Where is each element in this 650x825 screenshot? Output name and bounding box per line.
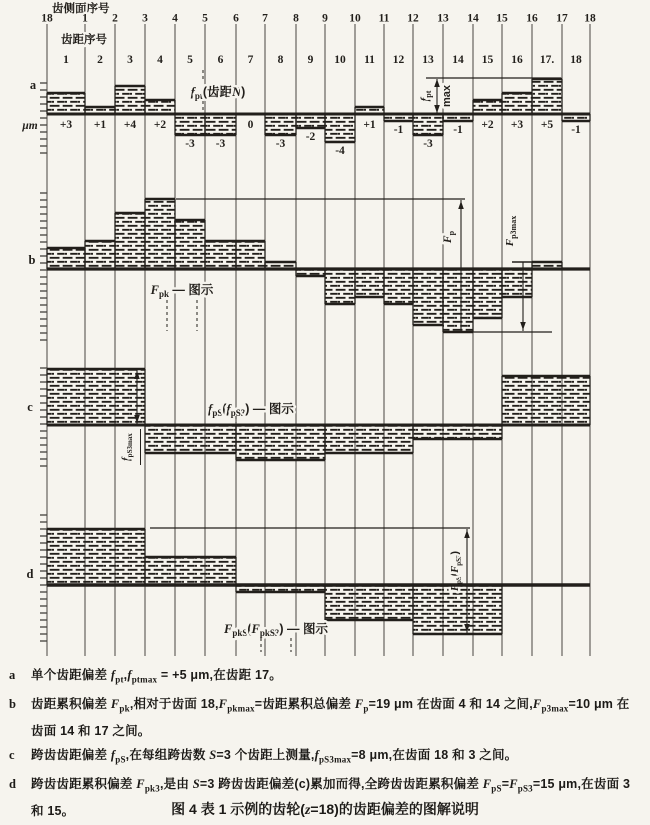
value-label: -2 [305, 131, 316, 143]
text-segment: 跨齿齿距偏差 [31, 748, 111, 762]
math-segment: f [314, 748, 319, 762]
note-tag: a [9, 668, 16, 682]
label-segment: ) [449, 550, 461, 555]
flank-number: 3 [142, 12, 148, 25]
label-segment: ( [247, 622, 252, 636]
value-label: -3 [275, 138, 286, 150]
label-segment: ) [241, 85, 246, 99]
text-segment: ,在每组跨齿数 [125, 748, 210, 762]
pitch-number: 2 [97, 54, 103, 66]
math-segment: F [110, 696, 120, 711]
text-segment: =18)的齿距偏差的图解说明 [310, 801, 479, 817]
math-segment: pk [119, 703, 130, 713]
text-segment: =8 μm,在齿面 18 和 3 之间。 [351, 748, 518, 762]
deviation-bar [355, 269, 384, 297]
fpt-label [419, 90, 433, 101]
pitch-number: 11 [364, 54, 375, 66]
math-segment: F [218, 696, 228, 711]
deviation-bar [145, 199, 175, 269]
label-segment: ( [222, 402, 227, 416]
math-segment: p [363, 703, 369, 713]
pitch-number: 12 [392, 54, 405, 66]
deviation-bar [175, 114, 205, 135]
rotated-label [442, 230, 456, 244]
label-segment: — 图示 [168, 283, 214, 297]
rotated-label [441, 84, 453, 107]
label-segment: F [442, 235, 454, 244]
label-segment: μm [22, 120, 38, 132]
row-label-d: d [26, 567, 34, 581]
flank-number: 1 [82, 12, 88, 25]
pitch-number: 8 [277, 54, 284, 66]
section-c-title [208, 401, 294, 418]
deviation-bar [47, 369, 145, 425]
zero-lines [47, 114, 590, 585]
value-label: -1 [571, 124, 581, 136]
label-segment: F [450, 584, 461, 592]
text-segment: =齿距累积总偏差 [254, 696, 355, 711]
fps3max-label [121, 433, 134, 461]
deviation-bar [502, 93, 532, 114]
figure-caption [0, 799, 650, 819]
label-segment: (齿距 [202, 85, 233, 99]
value-label: -4 [335, 145, 345, 157]
row-label-c: c [27, 400, 33, 414]
math-segment: f [127, 668, 132, 682]
value-label: -1 [393, 124, 404, 136]
section-c [47, 369, 590, 465]
text-segment: =3 跨齿齿距偏差(c)累加而得,全跨齿齿距累积偏差 [199, 776, 483, 791]
label-segment: pt [424, 90, 433, 98]
note-c [9, 744, 642, 772]
deviation-bar [413, 114, 443, 135]
header-labels [41, 1, 596, 66]
text-segment: ,相对于齿面 18, [129, 696, 219, 711]
math-segment: pt [115, 674, 124, 685]
value-label: +1 [363, 119, 376, 131]
deviation-bar [145, 557, 236, 585]
math-segment: S [192, 776, 200, 791]
pitch-number: 15 [481, 54, 494, 66]
rotated-label [504, 216, 518, 247]
flank-number: 7 [262, 12, 268, 25]
max-label [441, 84, 453, 107]
deviation-bar [47, 93, 85, 114]
row-label-b: b [28, 253, 36, 267]
flank-number: 18 [41, 12, 53, 25]
text-segment: ,是由 [159, 776, 193, 791]
pitch-number: 7 [247, 54, 254, 66]
deviation-bar [325, 269, 355, 304]
arrow-head [458, 201, 464, 209]
deviation-bar [502, 269, 532, 297]
note-tag: c [9, 748, 15, 762]
label-segment: ) — 图示 [279, 622, 329, 636]
value-label: -1 [453, 124, 463, 136]
math-segment: pS [491, 783, 502, 793]
math-segment: F [509, 776, 518, 791]
flank-number: 16 [526, 12, 538, 25]
label-segment: p [447, 230, 456, 236]
note-body [31, 744, 517, 772]
note-b [9, 693, 642, 744]
note-body [31, 664, 282, 692]
pitch-number: 17. [539, 54, 555, 66]
arrow-head [434, 79, 440, 87]
section-b-title [150, 282, 214, 299]
note-tag: b [9, 696, 16, 711]
flank-number: 11 [378, 12, 390, 25]
deviation-bar [413, 585, 502, 634]
math-segment: F [532, 696, 542, 711]
arrow-head [464, 530, 470, 538]
value-label: +5 [540, 119, 554, 131]
flank-number: 9 [322, 12, 328, 25]
deviation-bar [47, 248, 85, 269]
label-segment: f [419, 97, 431, 102]
deviation-bar [532, 79, 562, 114]
flank-number: 17 [556, 12, 568, 25]
pitch-number: 13 [422, 54, 434, 66]
label-segment: F [150, 283, 159, 297]
label-segment: f [190, 85, 195, 99]
flank-number: 18 [584, 12, 596, 25]
deviation-bar [175, 220, 205, 269]
pitch-axis-title: 齿距序号 [61, 34, 107, 46]
note-body [31, 693, 642, 744]
math-segment: pS3max [318, 754, 352, 765]
math-segment: ptmax [131, 674, 158, 685]
label-segment: F [251, 622, 260, 636]
deviation-bar [325, 425, 413, 453]
label-segment: pS3 [230, 408, 246, 418]
arrow-head [434, 105, 440, 113]
deviation-bar [205, 114, 236, 135]
text-segment: =19 μm 在齿面 4 和 14 之间, [368, 696, 533, 711]
deviation-bar [296, 114, 325, 128]
axis-ticks [40, 83, 47, 641]
deviation-bar [384, 269, 413, 304]
deviation-bar [145, 425, 236, 453]
label-segment: F [223, 622, 233, 636]
pitch-number: 5 [187, 54, 193, 66]
deviation-bar [413, 269, 443, 325]
label-segment: F [504, 238, 516, 247]
flank-axis-title: 齿侧面序号 [52, 3, 110, 15]
pitch-number: 10 [334, 54, 346, 66]
label-segment: pt [194, 91, 203, 101]
flank-number: 14 [467, 12, 479, 25]
fp3max-label [504, 216, 518, 247]
math-segment: pk3 [144, 783, 160, 793]
label-segment: ) — 图示 [245, 402, 294, 416]
deviation-bar [115, 213, 145, 269]
deviation-bar [145, 100, 175, 114]
math-segment: f [110, 748, 116, 762]
deviation-bar [236, 241, 265, 269]
text-segment: =15 μm,在齿面 3 和 15。 [31, 776, 631, 818]
row-label-a: a [29, 78, 37, 92]
pitch-number: 14 [452, 54, 464, 66]
label-segment: max [441, 84, 453, 108]
note-a [9, 664, 642, 692]
value-label: +2 [153, 119, 167, 131]
pitch-number: 1 [63, 54, 69, 66]
text-segment: = +5 μm,在齿距 17。 [157, 668, 283, 682]
math-segment: F [354, 696, 364, 711]
label-segment: f [121, 457, 132, 461]
math-segment: F [136, 776, 145, 791]
section-a-title [191, 84, 246, 101]
text-segment: = [501, 776, 510, 791]
value-label: -3 [215, 138, 226, 150]
pitch-number: 18 [570, 54, 582, 66]
label-segment: pS [455, 576, 463, 585]
math-segment: pkmax [227, 703, 255, 713]
deviation-bar [325, 114, 355, 142]
pitch-number: 16 [511, 54, 523, 66]
flank-number: 15 [496, 12, 508, 25]
deviation-bar [47, 529, 145, 585]
deviation-bar [473, 269, 502, 318]
label-segment: pS [212, 408, 223, 418]
math-segment: pS [115, 754, 126, 765]
label-segment: pS3max [126, 433, 134, 458]
deviation-bar [473, 100, 502, 114]
value-label: +1 [93, 119, 107, 131]
math-segment: f [110, 668, 116, 682]
value-label: -3 [185, 138, 195, 150]
pitch-number: 9 [307, 54, 314, 66]
pitch-number: 3 [127, 54, 133, 66]
flank-number: 12 [407, 12, 419, 25]
value-label: +4 [123, 119, 137, 131]
section-d-title [223, 621, 329, 638]
section-b [47, 199, 562, 332]
label-segment: ( [449, 572, 461, 577]
flank-number: 6 [233, 12, 239, 25]
text-segment: , [123, 668, 128, 682]
rotated-label [419, 90, 433, 101]
fp-label [442, 230, 456, 244]
label-segment: N [232, 85, 242, 99]
math-segment: p3max [541, 703, 569, 713]
value-label: 0 [247, 119, 254, 131]
math-segment: z [304, 803, 311, 818]
label-segment: pkS3 [259, 628, 280, 638]
value-label: +2 [481, 119, 494, 131]
label-segment: pS3 [455, 554, 463, 566]
deviation-bar [265, 114, 296, 135]
text-segment: 跨齿齿距累积偏差 [31, 776, 137, 791]
unit-label [21, 120, 37, 132]
flank-number: 4 [172, 12, 178, 25]
deviation-bar [205, 241, 236, 269]
deviation-bar [502, 376, 590, 425]
flank-number: 13 [437, 12, 449, 25]
deviation-bar [443, 269, 473, 332]
row-labels [21, 78, 37, 581]
math-segment: F [482, 776, 492, 791]
text-segment: 齿距累积偏差 [31, 696, 111, 711]
label-segment: f [226, 402, 231, 416]
value-label: -3 [423, 138, 433, 150]
text-segment: =3 个齿距上测量, [216, 748, 315, 762]
deviation-bar [236, 425, 325, 460]
note-tag: d [9, 776, 16, 791]
math-segment: S [209, 748, 217, 762]
flank-number: 8 [293, 12, 299, 25]
math-segment: pS3 [517, 783, 533, 793]
flank-number: 10 [349, 12, 361, 25]
deviation-bar [115, 86, 145, 114]
arrow-head [520, 322, 526, 330]
text-segment: 图 4 表 1 示例的齿轮( [171, 801, 305, 817]
rotated-label [121, 433, 134, 461]
label-segment: F [450, 565, 461, 573]
pitch-number: 4 [157, 54, 163, 66]
text-segment: 单个齿距偏差 [31, 668, 111, 682]
pitch-number: 6 [217, 54, 224, 66]
label-segment: pkS [232, 628, 248, 638]
label-segment: p3max [509, 215, 518, 239]
deviation-bar [325, 585, 413, 620]
label-segment: f [208, 402, 213, 416]
flank-number: 2 [112, 12, 118, 25]
deviation-bar [413, 425, 502, 439]
value-label: +3 [510, 119, 524, 131]
deviation-bar [85, 241, 115, 269]
label-segment: pk [158, 289, 169, 299]
text-segment: =10 μm 在齿面 14 和 17 之间。 [31, 696, 630, 738]
value-label: +3 [59, 119, 73, 131]
flank-number: 5 [202, 12, 208, 25]
